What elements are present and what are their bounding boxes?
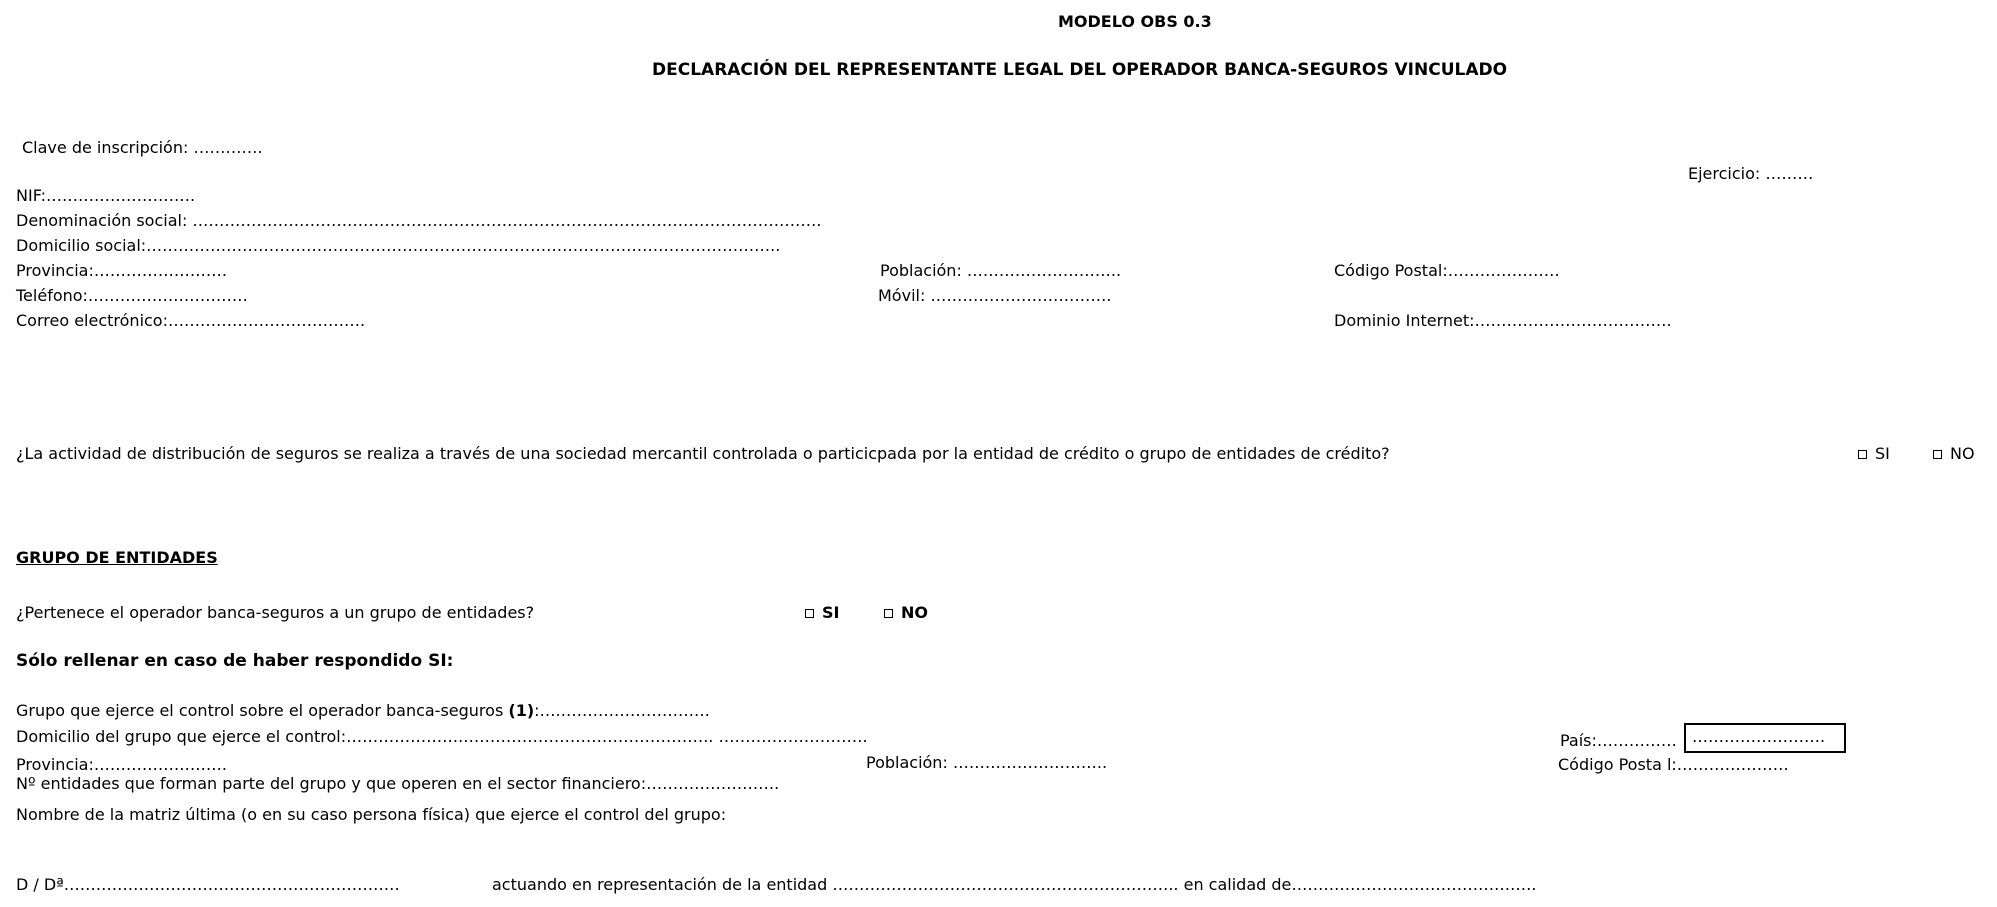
si-label: SI (1875, 444, 1890, 463)
grupo-control-dots: :….………………………. (534, 701, 710, 720)
grupo-poblacion-field[interactable]: Población: ……………………….. (866, 753, 1108, 772)
movil-field[interactable]: Móvil: ……………………………. (878, 286, 1112, 305)
clave-field[interactable]: Clave de inscripción: …………. (22, 138, 263, 157)
no-label: NO (901, 603, 928, 622)
model-code: MODELO OBS 0.3 (1058, 12, 1212, 31)
pais-input-value: ……………………. (1692, 727, 1826, 746)
dominio-field[interactable]: Dominio Internet:………………………………. (1334, 311, 1672, 330)
question-distribucion: ¿La actividad de distribución de seguros se realiza a través de una sociedad mercantil controlada o particicpada por la entidad de crédito o grupo de entidades de crédito? (16, 444, 1390, 463)
correo-field[interactable]: Correo electrónico:………………………………. (16, 311, 366, 330)
checkbox-icon (884, 609, 893, 618)
ejercicio-field[interactable]: Ejercicio: ……… (1688, 164, 1814, 183)
representante-field[interactable]: D / Dª……………………………………………………… (16, 875, 400, 894)
grupo-codigo-postal-field[interactable]: Código Posta l:………………… (1558, 755, 1789, 774)
checkbox-icon (1858, 450, 1867, 459)
section-heading: GRUPO DE ENTIDADES (16, 548, 218, 567)
provincia-field[interactable]: Provincia:……………………. (16, 261, 227, 280)
checkbox-icon (805, 609, 814, 618)
question-grupo: ¿Pertenece el operador banca-seguros a un grupo de entidades? (16, 603, 535, 622)
pais-label: País:…………… (1560, 731, 1677, 750)
grupo-control-field[interactable] (16, 701, 710, 721)
nif-field[interactable]: NIF:………………………. (16, 186, 196, 205)
no-label: NO (1950, 444, 1975, 463)
instruction-note: Sólo rellenar en caso de haber respondido SI: (16, 651, 454, 671)
grupo-domicilio-field[interactable]: Domicilio del grupo que ejerce el control:………………….……………………………………….. ………………………. (16, 727, 868, 746)
poblacion-field[interactable]: Población: ……………………….. (880, 261, 1122, 280)
checkbox-icon (1933, 450, 1942, 459)
num-entidades-field[interactable]: Nº entidades que forman parte del grupo y que operen en el sector financiero:……………………. (16, 774, 780, 793)
denominacion-field[interactable]: Denominación social: ………………………………………………………………………………………………………. (16, 211, 822, 230)
telefono-field[interactable]: Teléfono:………………………… (16, 286, 248, 305)
grupo-control-label: Grupo que ejerce el control sobre el operador banca-seguros (16, 701, 504, 720)
question-grupo-si[interactable] (805, 603, 839, 623)
page-title: DECLARACIÓN DEL REPRESENTANTE LEGAL DEL OPERADOR BANCA-SEGUROS VINCULADO (652, 60, 1508, 80)
question-distribucion-si[interactable] (1858, 444, 1890, 464)
matriz-label: Nombre de la matriz última (o en su caso persona física) que ejerce el control del grupo: (16, 805, 727, 824)
grupo-provincia-field[interactable]: Provincia:……………………. (16, 755, 227, 774)
question-grupo-no[interactable] (884, 603, 928, 623)
pais-input[interactable] (1684, 723, 1846, 753)
si-label: SI (822, 603, 840, 622)
representacion-field[interactable]: actuando en representación de la entidad ……………………………………………………….. en calidad de………………………………………. (492, 875, 1537, 894)
codigo-postal-field[interactable]: Código Postal:………………… (1334, 261, 1560, 280)
footnote-ref: (1) (508, 701, 535, 720)
domicilio-field[interactable]: Domicilio social:……………………………………………………………………………………………………….. (16, 236, 781, 255)
question-distribucion-no[interactable] (1933, 444, 1975, 464)
